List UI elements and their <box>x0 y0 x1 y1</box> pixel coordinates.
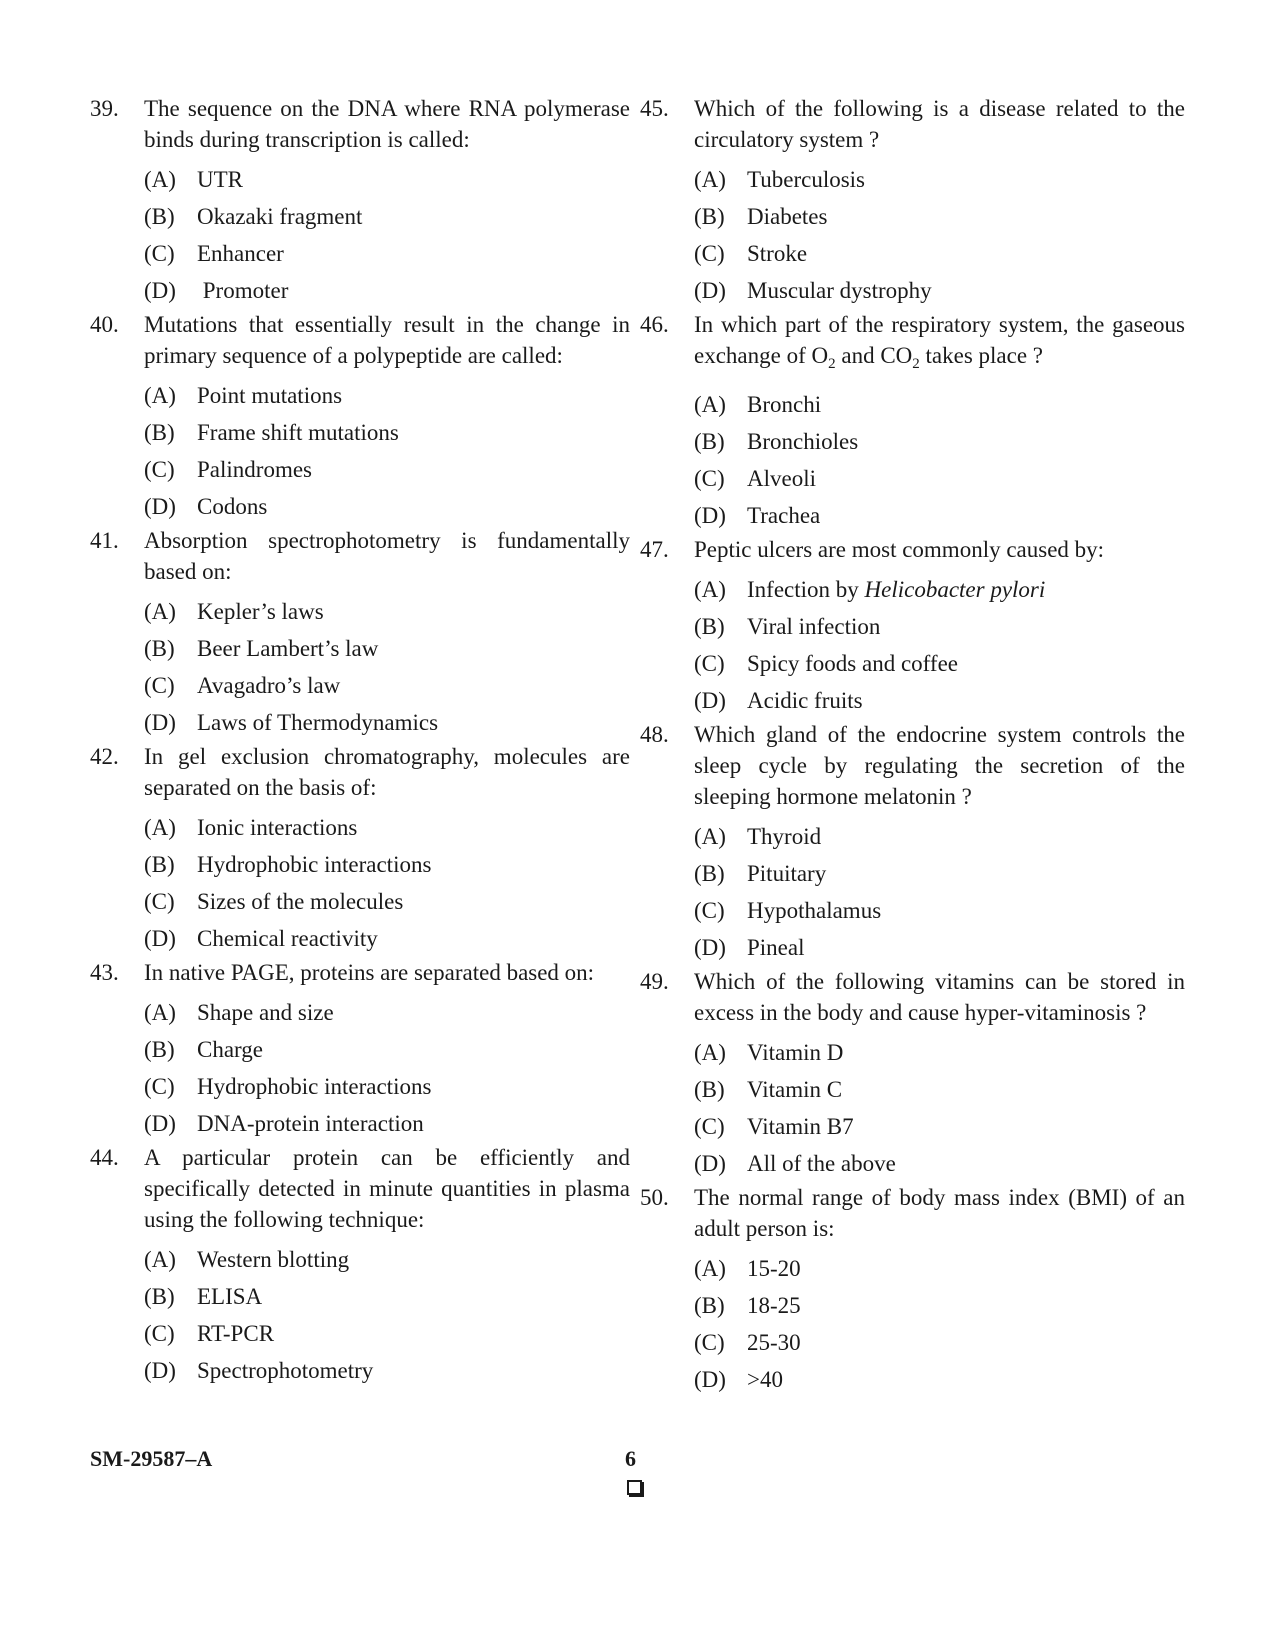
option-text: Hydrophobic interactions <box>197 1074 432 1099</box>
option-text: Hydrophobic interactions <box>197 852 432 877</box>
option-label: (B) <box>144 852 175 877</box>
options <box>640 571 1185 719</box>
option-text: Bronchi <box>747 392 822 417</box>
option-text: ELISA <box>197 1284 263 1309</box>
option-label: (B) <box>694 614 725 639</box>
option-label: (D) <box>694 278 726 303</box>
option-b <box>640 198 1185 235</box>
option-label: (A) <box>694 167 726 192</box>
options <box>90 994 630 1142</box>
option-d <box>90 272 630 309</box>
option-label: (C) <box>694 651 725 676</box>
option-text: Beer Lambert’s law <box>197 636 379 661</box>
option-text: Vitamin C <box>747 1077 843 1102</box>
option-label: (D) <box>694 1367 726 1392</box>
option-b <box>90 198 630 235</box>
question-46 <box>640 309 1185 534</box>
options <box>90 809 630 957</box>
option-c <box>90 667 630 704</box>
option-label: (D) <box>144 926 176 951</box>
option-label: (D) <box>144 710 176 735</box>
option-label: (A) <box>694 577 726 602</box>
option-a <box>90 809 630 846</box>
option-label: (A) <box>144 1000 176 1025</box>
option-d <box>640 1145 1185 1182</box>
option-text: Vitamin D <box>747 1040 844 1065</box>
options <box>640 1250 1185 1398</box>
options <box>90 161 630 309</box>
option-text: Charge <box>197 1037 264 1062</box>
option-label: (D) <box>694 1151 726 1176</box>
booklet-code: SM-29587–A <box>90 1446 213 1471</box>
question-number: 40. <box>90 312 119 337</box>
option-label: (A) <box>144 599 176 624</box>
option-b <box>640 855 1185 892</box>
option-b <box>640 1071 1185 1108</box>
option-c <box>90 451 630 488</box>
option-label: (B) <box>694 429 725 454</box>
option-text: Thyroid <box>747 824 822 849</box>
option-b <box>90 846 630 883</box>
question-43 <box>90 957 630 1142</box>
option-text: Diabetes <box>747 204 828 229</box>
option-text: UTR <box>197 167 243 192</box>
option-a <box>90 593 630 630</box>
question-40 <box>90 309 630 525</box>
option-d <box>90 704 630 741</box>
option-text: Ionic interactions <box>197 815 358 840</box>
option-c <box>640 460 1185 497</box>
question-number: 41. <box>90 528 119 553</box>
option-text: Shape and size <box>197 1000 334 1025</box>
option-text: Frame shift mutations <box>197 420 399 445</box>
option-d <box>640 272 1185 309</box>
option-a <box>90 377 630 414</box>
question-text: Which of the following vitamins can be stored in excess in the body and cause hyper-vitaminosis ? <box>694 969 1185 1025</box>
question-number: 45. <box>640 96 669 121</box>
option-d <box>640 682 1185 719</box>
option-label: (C) <box>694 898 725 923</box>
question-number: 46. <box>640 312 669 337</box>
option-label: (D) <box>694 503 726 528</box>
option-label: (D) <box>144 494 176 519</box>
page-number: 6 <box>625 1446 636 1471</box>
question-44 <box>90 1142 630 1389</box>
option-c <box>640 1108 1185 1145</box>
option-c <box>90 883 630 920</box>
option-c <box>640 892 1185 929</box>
option-text: Trachea <box>747 503 821 528</box>
option-text: Spicy foods and coffee <box>747 651 958 676</box>
options <box>90 377 630 525</box>
options <box>90 1241 630 1389</box>
question-text: Peptic ulcers are most commonly caused by: <box>694 537 1105 562</box>
option-text: All of the above <box>747 1151 896 1176</box>
option-a <box>640 161 1185 198</box>
option-a <box>90 161 630 198</box>
option-label: (B) <box>144 636 175 661</box>
question-text: In gel exclusion chromatography, molecules are separated on the basis of: <box>144 744 630 800</box>
option-text: Stroke <box>747 241 808 266</box>
option-c <box>640 1324 1185 1361</box>
option-label: (D) <box>144 1111 176 1136</box>
option-label: (C) <box>144 889 175 914</box>
subscript: 2 <box>912 356 920 372</box>
question-text: The normal range of body mass index (BMI) of an adult person is: <box>694 1185 1185 1241</box>
option-text: Enhancer <box>197 241 284 266</box>
option-d <box>90 488 630 525</box>
question-number: 42. <box>90 744 119 769</box>
option-b <box>90 414 630 451</box>
right-column <box>640 93 1185 1398</box>
question-number: 44. <box>90 1145 119 1170</box>
option-text: Pineal <box>747 935 805 960</box>
option-b <box>90 1031 630 1068</box>
option-b <box>90 1278 630 1315</box>
option-a <box>640 818 1185 855</box>
question-48 <box>640 719 1185 966</box>
question-42 <box>90 741 630 957</box>
option-label: (D) <box>694 935 726 960</box>
option-text: Acidic fruits <box>747 688 863 713</box>
option-text: Hypothalamus <box>747 898 882 923</box>
option-a <box>640 571 1185 608</box>
option-label: (B) <box>144 1037 175 1062</box>
option-text: DNA-protein interaction <box>197 1111 424 1136</box>
option-text: 15-20 <box>747 1256 801 1281</box>
question-number: 50. <box>640 1185 669 1210</box>
option-label: (D) <box>694 688 726 713</box>
option-text: 18-25 <box>747 1293 801 1318</box>
option-b <box>640 1287 1185 1324</box>
option-text: Pituitary <box>747 861 827 886</box>
option-label: (C) <box>694 241 725 266</box>
question-text: Which of the following is a disease related to the circulatory system ? <box>694 96 1185 152</box>
option-label: (C) <box>144 457 175 482</box>
question-number: 39. <box>90 96 119 121</box>
option-a <box>90 1241 630 1278</box>
option-label: (C) <box>694 466 725 491</box>
question-text: Absorption spectrophotometry is fundamentally based on: <box>144 528 630 584</box>
option-d <box>90 1352 630 1389</box>
options <box>640 1034 1185 1182</box>
option-text: Okazaki fragment <box>197 204 363 229</box>
option-c <box>90 235 630 272</box>
option-text: Spectrophotometry <box>197 1358 374 1383</box>
question-text: In native PAGE, proteins are separated based on: <box>144 960 595 985</box>
option-label: (D) <box>144 1358 176 1383</box>
question-text: Which gland of the endocrine system controls the sleep cycle by regulating the secretion of the sleeping hormone melatonin ? <box>694 722 1185 809</box>
option-label: (B) <box>694 204 725 229</box>
option-a <box>640 1250 1185 1287</box>
question-text: In which part of the respiratory system, the gaseous exchange of $O_2$ and $CO_2$ takes place ? <box>694 312 1185 372</box>
option-label: (C) <box>694 1330 725 1355</box>
option-a <box>640 386 1185 423</box>
option-text: Sizes of the molecules <box>197 889 404 914</box>
question-number: 47. <box>640 537 669 562</box>
option-label: (A) <box>144 815 176 840</box>
question-47 <box>640 534 1185 719</box>
option-text: Laws of Thermodynamics <box>197 710 439 735</box>
option-c <box>640 645 1185 682</box>
subscript: 2 <box>828 356 836 372</box>
option-label: (C) <box>144 241 175 266</box>
option-a <box>90 994 630 1031</box>
option-c <box>640 235 1185 272</box>
option-a <box>640 1034 1185 1071</box>
option-label: (B) <box>694 861 725 886</box>
options <box>640 386 1185 534</box>
question-number: 48. <box>640 722 669 747</box>
option-text: Codons <box>197 494 268 519</box>
option-b <box>640 608 1185 645</box>
option-text: Vitamin B7 <box>747 1114 854 1139</box>
square-box-icon <box>627 1480 642 1495</box>
option-text: Western blotting <box>197 1247 350 1272</box>
question-text: Mutations that essentially result in the change in primary sequence of a polypeptide are called: <box>144 312 630 368</box>
question-50 <box>640 1182 1185 1398</box>
option-text: Muscular dystrophy <box>747 278 932 303</box>
option-label: (B) <box>694 1293 725 1318</box>
option-label: (A) <box>694 1256 726 1281</box>
option-label: (D) <box>144 278 176 303</box>
option-label: (B) <box>144 420 175 445</box>
option-text: Promoter <box>197 278 289 303</box>
option-text: Viral infection <box>747 614 881 639</box>
options <box>90 593 630 741</box>
question-41 <box>90 525 630 741</box>
option-d <box>90 1105 630 1142</box>
option-label: (A) <box>694 392 726 417</box>
option-text: Tuberculosis <box>747 167 865 192</box>
option-text: 25-30 <box>747 1330 801 1355</box>
option-text: Alveoli <box>747 466 816 491</box>
question-49 <box>640 966 1185 1182</box>
option-c <box>90 1315 630 1352</box>
options <box>640 161 1185 309</box>
species-name: Helicobacter pylori <box>864 577 1046 602</box>
option-label: (A) <box>144 167 176 192</box>
question-number: 49. <box>640 969 669 994</box>
option-label: (A) <box>144 383 176 408</box>
option-label: (C) <box>144 1321 175 1346</box>
option-label: (A) <box>144 1247 176 1272</box>
question-text: A particular protein can be efficiently and specifically detected in minute quantities in plasma using the following technique: <box>144 1145 630 1232</box>
option-text: RT-PCR <box>197 1321 275 1346</box>
option-label: (B) <box>144 204 175 229</box>
option-c <box>90 1068 630 1105</box>
option-text: Avagadro’s law <box>197 673 341 698</box>
option-label: (C) <box>694 1114 725 1139</box>
option-text: Bronchioles <box>747 429 859 454</box>
option-label: (A) <box>694 824 726 849</box>
option-label: (C) <box>144 673 175 698</box>
option-label: (B) <box>694 1077 725 1102</box>
question-text: The sequence on the DNA where RNA polymerase binds during transcription is called: <box>144 96 630 152</box>
option-label: (C) <box>144 1074 175 1099</box>
question-39 <box>90 93 630 309</box>
option-text: Chemical reactivity <box>197 926 378 951</box>
option-text: Infection by <box>747 577 865 602</box>
question-45 <box>640 93 1185 309</box>
option-label: (B) <box>144 1284 175 1309</box>
option-text: >40 <box>747 1367 783 1392</box>
question-number: 43. <box>90 960 119 985</box>
option-label: (A) <box>694 1040 726 1065</box>
option-text: Kepler’s laws <box>197 599 324 624</box>
option-d <box>640 929 1185 966</box>
option-d <box>90 920 630 957</box>
option-d <box>640 497 1185 534</box>
option-d <box>640 1361 1185 1398</box>
option-text: Palindromes <box>197 457 312 482</box>
option-b <box>640 423 1185 460</box>
left-column <box>90 93 630 1389</box>
option-text: Point mutations <box>197 383 343 408</box>
option-b <box>90 630 630 667</box>
options <box>640 818 1185 966</box>
